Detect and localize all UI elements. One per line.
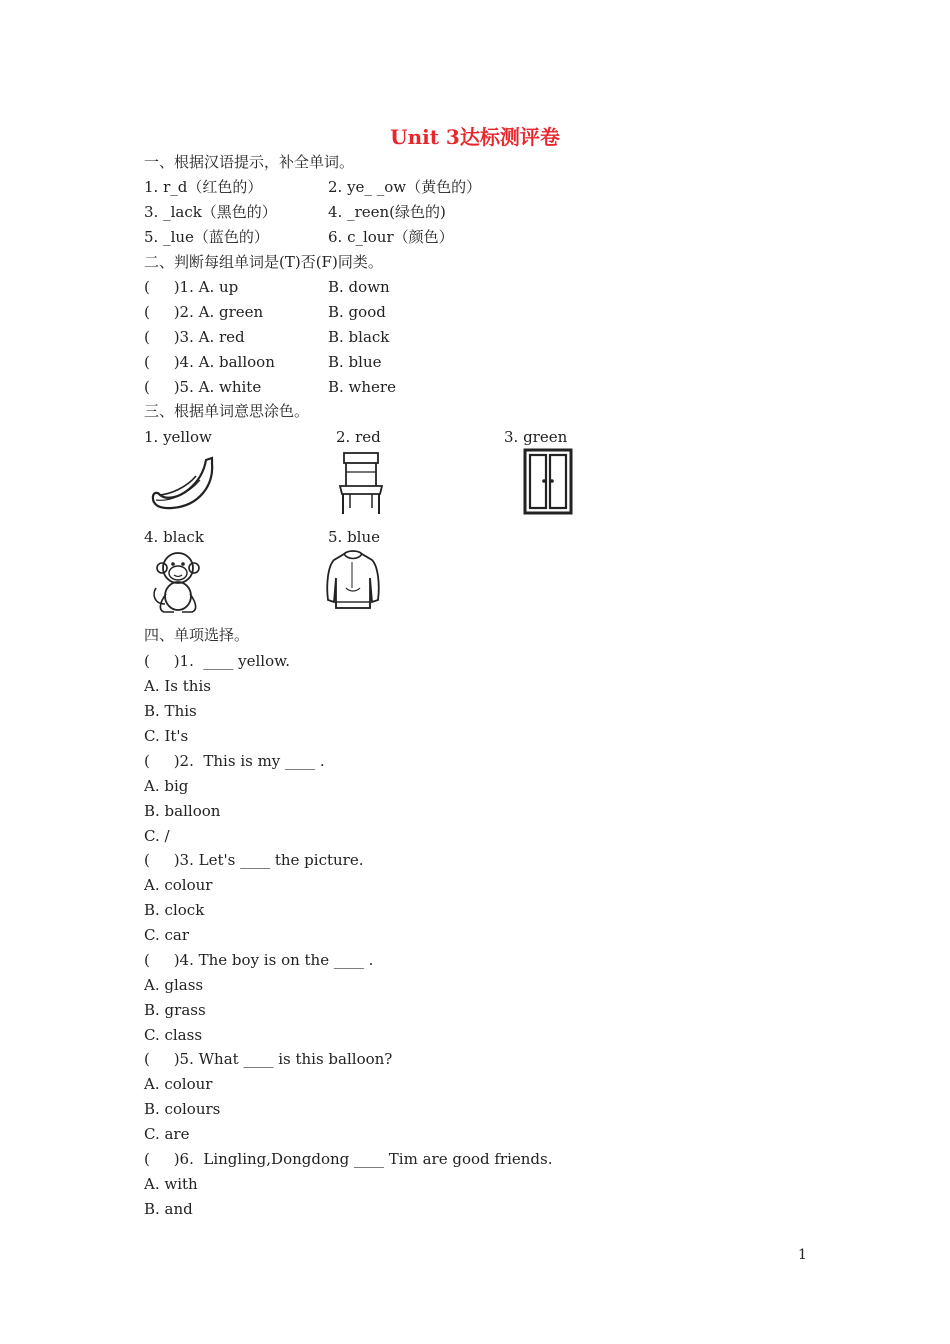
s4-q1-c: C. It's (144, 727, 189, 745)
s2-q5: ( )5. A. white (144, 378, 262, 396)
s3-label-4: 4. black (144, 528, 204, 546)
s4-q6: ( )6. Lingling,Dongdong ____ Tim are good friends. (144, 1150, 553, 1168)
s2-q2-b: B. good (328, 303, 386, 321)
section4-heading: 四、单项选择。 (144, 626, 250, 644)
page-number: 1 (798, 1247, 807, 1263)
s3-label-3: 3. green (504, 428, 568, 446)
section3-heading: 三、根据单词意思涂色。 (144, 402, 310, 420)
s1-item-6: 6. c_lour（颜色） (328, 228, 454, 246)
s4-q4-c: C. class (144, 1026, 203, 1044)
s1-item-2: 2. ye_ _ow（黄色的） (328, 178, 482, 196)
s4-q2-b: B. balloon (144, 802, 221, 820)
s4-q1-a: A. Is this (144, 677, 211, 695)
s2-q4-b: B. blue (328, 353, 382, 371)
s2-q5-b: B. where (328, 378, 396, 396)
s4-q4: ( )4. The boy is on the ____ . (144, 951, 374, 969)
chair-icon (336, 450, 386, 518)
s4-q6-a: A. with (144, 1175, 198, 1193)
s2-q1-b: B. down (328, 278, 390, 296)
s4-q3-b: B. clock (144, 901, 205, 919)
s4-q4-a: A. glass (144, 976, 204, 994)
s3-label-2: 2. red (336, 428, 381, 446)
s4-q5: ( )5. What ____ is this balloon? (144, 1050, 393, 1068)
s2-q1: ( )1. A. up (144, 278, 239, 296)
s1-item-3: 3. _lack（黑色的） (144, 203, 277, 221)
page-title: Unit 3达标测评卷 (390, 125, 560, 149)
s4-q5-c: C. are (144, 1125, 190, 1143)
s1-item-4: 4. _reen(绿色的) (328, 203, 446, 221)
s4-q6-b: B. and (144, 1200, 193, 1218)
s4-q5-a: A. colour (144, 1075, 213, 1093)
s1-item-1: 1. r_d（红色的） (144, 178, 263, 196)
s1-item-5: 5. _lue（蓝色的） (144, 228, 269, 246)
sweater-icon (322, 548, 384, 614)
s3-label-1: 1. yellow (144, 428, 212, 446)
s4-q2-a: A. big (144, 777, 189, 795)
s4-q1: ( )1. ____ yellow. (144, 652, 290, 670)
section1-heading: 一、根据汉语提示，补全单词。 (144, 153, 355, 171)
s4-q3-a: A. colour (144, 876, 213, 894)
s4-q1-b: B. This (144, 702, 197, 720)
s4-q2: ( )2. This is my ____ . (144, 752, 325, 770)
s4-q5-b: B. colours (144, 1100, 221, 1118)
s2-q4: ( )4. A. balloon (144, 353, 275, 371)
wardrobe-icon (522, 448, 574, 516)
s4-q4-b: B. grass (144, 1001, 206, 1019)
monkey-icon (148, 548, 206, 616)
s4-q2-c: C. / (144, 827, 170, 845)
s3-label-5: 5. blue (328, 528, 381, 546)
s2-q3-b: B. black (328, 328, 390, 346)
banana-icon (148, 454, 218, 514)
s4-q3-c: C. car (144, 926, 189, 944)
section2-heading: 二、判断每组单词是(T)否(F)同类。 (144, 253, 383, 271)
s2-q3: ( )3. A. red (144, 328, 245, 346)
s4-q3: ( )3. Let's ____ the picture. (144, 851, 364, 869)
s2-q2: ( )2. A. green (144, 303, 264, 321)
